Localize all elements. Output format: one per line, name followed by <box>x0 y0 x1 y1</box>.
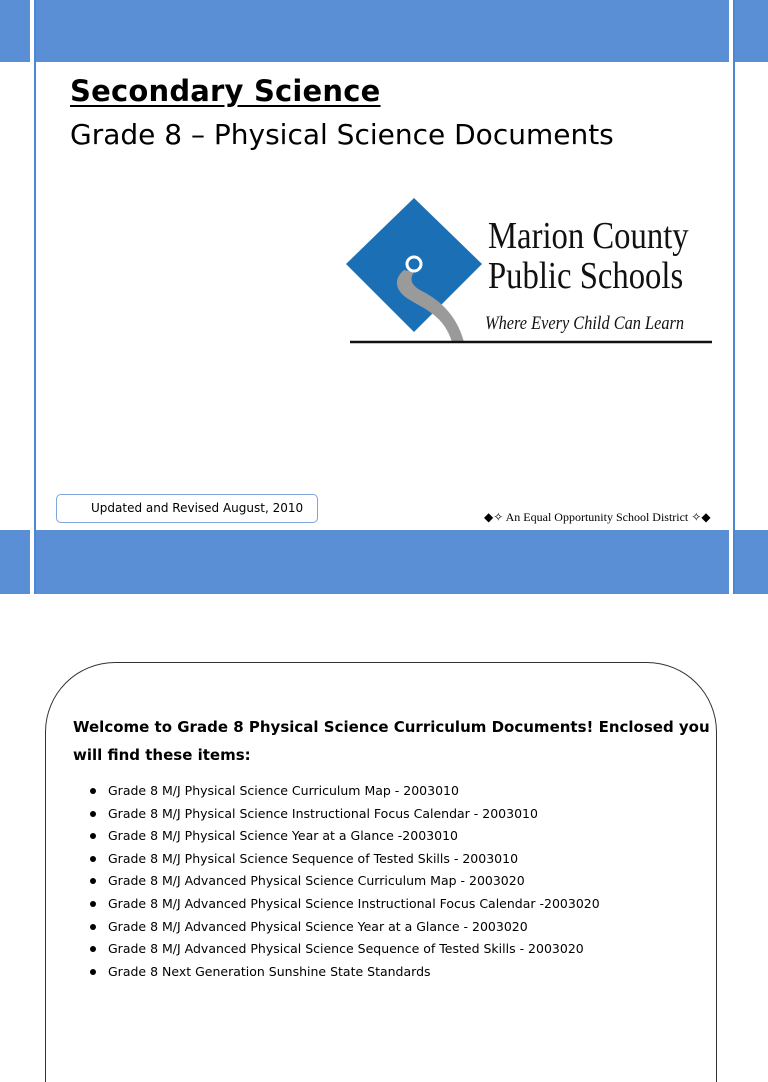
list-item <box>90 803 600 826</box>
list-item-text: Grade 8 M/J Physical Science Year at a Glance -2003010 <box>108 828 458 844</box>
equal-opportunity-note: ◆✧ An Equal Opportunity School District ✧◆ <box>484 510 711 524</box>
logo-name-line2: Public Schools <box>488 255 684 297</box>
list-item <box>90 780 600 803</box>
logo-tagline: Where Every Child Can Learn <box>485 313 685 334</box>
bullet-icon <box>90 811 96 817</box>
top-blue-band <box>0 0 768 62</box>
bullet-icon <box>90 788 96 794</box>
bullet-icon <box>90 833 96 839</box>
bullet-icon <box>90 901 96 907</box>
bullet-icon <box>90 856 96 862</box>
list-item-text: Grade 8 M/J Advanced Physical Science Curriculum Map - 2003020 <box>108 873 525 889</box>
list-item <box>90 961 600 984</box>
district-logo <box>340 192 720 352</box>
contents-intro: Welcome to Grade 8 Physical Science Curriculum Documents! Enclosed you will find these items: <box>73 718 710 764</box>
bottom-blue-band <box>0 530 768 594</box>
list-item-text: Grade 8 M/J Physical Science Curriculum Map - 2003010 <box>108 783 459 798</box>
updated-note-box <box>56 494 318 523</box>
cover-title: Secondary Science <box>70 74 381 108</box>
list-item-text: Grade 8 M/J Advanced Physical Science Instructional Focus Calendar -2003020 <box>108 895 600 911</box>
bullet-icon <box>90 969 96 975</box>
list-item <box>90 916 600 939</box>
left-border-line <box>34 0 36 594</box>
bullet-icon <box>90 878 96 884</box>
bullet-icon <box>90 924 96 930</box>
list-item-text: Grade 8 M/J Advanced Physical Science Sequence of Tested Skills - 2003020 <box>108 941 584 957</box>
list-item <box>90 938 600 961</box>
bullet-icon <box>90 946 96 952</box>
list-item <box>90 893 600 916</box>
logo-name-line1: Marion County <box>488 215 689 257</box>
list-item-text: Grade 8 M/J Physical Science Sequence of Tested Skills - 2003010 <box>108 850 519 866</box>
list-item-text: Grade 8 M/J Advanced Physical Science Year at a Glance - 2003020 <box>108 918 528 934</box>
logo-diamond <box>346 198 482 332</box>
list-item <box>90 825 600 848</box>
right-border-line <box>733 0 735 594</box>
list-item-text: Grade 8 M/J Physical Science Instructional Focus Calendar - 2003010 <box>108 805 538 821</box>
list-item-text: Grade 8 Next Generation Sunshine State Standards <box>108 963 431 979</box>
updated-note-text: Updated and Revised August, 2010 <box>91 501 304 515</box>
list-item <box>90 870 600 893</box>
logo-name <box>488 216 689 296</box>
list-item <box>90 848 600 871</box>
cover-subtitle: Grade 8 – Physical Science Documents <box>70 118 614 151</box>
contents-list <box>90 780 600 983</box>
